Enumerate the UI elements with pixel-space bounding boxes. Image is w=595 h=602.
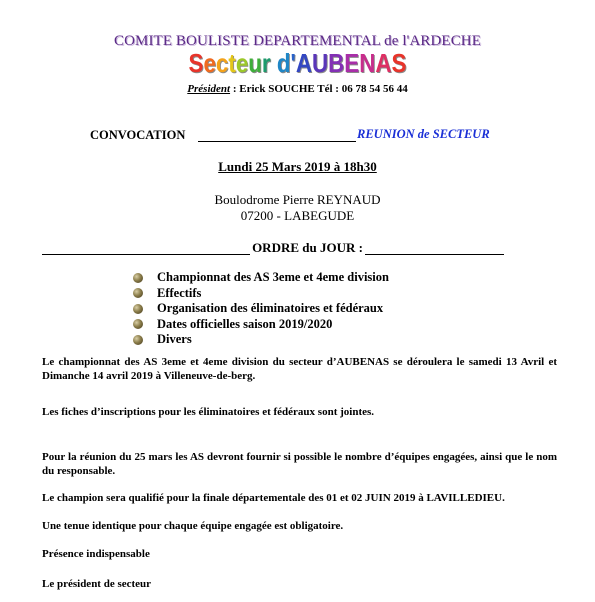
list-item: Effectifs (133, 286, 389, 302)
venue-address: 07200 - LABEGUDE (240, 208, 355, 223)
ordre-du-jour-title: ORDRE du JOUR : (252, 240, 363, 255)
secteur-letter: e (235, 48, 249, 78)
list-item: Dates officielles saison 2019/2020 (133, 317, 389, 333)
reunion-label: REUNION de SECTEUR (357, 127, 490, 141)
list-item: Championnat des AS 3eme et 4eme division (133, 270, 389, 286)
secteur-letter: c (215, 48, 229, 78)
bullet-icon (133, 304, 143, 314)
list-item: Organisation des éliminatoires et fédéraux (133, 301, 389, 317)
secteur-letter: A (375, 48, 392, 78)
bullet-icon (133, 288, 143, 298)
signature-paragraph: Le président de secteur (42, 578, 152, 590)
secteur-letter: S (391, 48, 407, 78)
secteur-letter: ' (290, 48, 296, 78)
meeting-date: Lundi 25 Mars 2019 à 18h30 (218, 159, 377, 174)
secteur-letter: A (295, 48, 312, 78)
outfit-paragraph: Une tenue identique pour chaque équipe engagée est obligatoire. (42, 520, 344, 532)
secteur-letter: r (261, 48, 271, 78)
bullet-icon (133, 319, 143, 329)
secteur-letter: B (328, 48, 345, 78)
registration-paragraph: Les fiches d’inscriptions pour les éliminatoires et fédéraux sont jointes. (42, 406, 375, 418)
bullet-icon (133, 335, 143, 345)
secteur-letter: N (359, 48, 376, 78)
secteur-wordart-title (42, 48, 554, 79)
championship-paragraph: Le championnat des AS 3eme et 4eme division du secteur d’AUBENAS se déroulera le samedi 13 Avril et Dimanche 14 avril 2019 à Villeneuve-de-berg. (42, 356, 557, 382)
secteur-letter: t (228, 48, 236, 78)
convocation-label: CONVOCATION (90, 128, 186, 142)
list-item: Divers (133, 332, 389, 348)
venue-name: Boulodrome Pierre REYNAUD (214, 192, 381, 207)
secteur-letter: S (188, 48, 204, 78)
convocation-underline (198, 141, 356, 142)
committee-title: COMITE BOULISTE DEPARTEMENTAL de l'ARDECHE (113, 33, 481, 49)
president-label: Président (187, 83, 231, 95)
qualification-paragraph: Le champion sera qualifié pour la finale départementale des 01 et 02 JUIN 2019 à LAVILLEDIEU. (42, 492, 505, 504)
secteur-letter: E (344, 48, 360, 78)
bullet-icon (133, 273, 143, 283)
president-line (0, 83, 595, 95)
secteur-letter: e (203, 48, 216, 78)
secteur-letter: u (248, 48, 262, 78)
attendance-paragraph: Présence indispensable (42, 548, 150, 560)
secteur-letter: d (276, 48, 291, 78)
agenda-list (133, 270, 389, 348)
teams-paragraph: Pour la réunion du 25 mars les AS devront fournir si possible le nombre d’équipes engagées, ainsi que le nom du responsable. (42, 451, 557, 477)
secteur-letter: U (311, 48, 329, 78)
president-contact: : Erick SOUCHE Tél : 06 78 54 56 44 (230, 83, 408, 95)
